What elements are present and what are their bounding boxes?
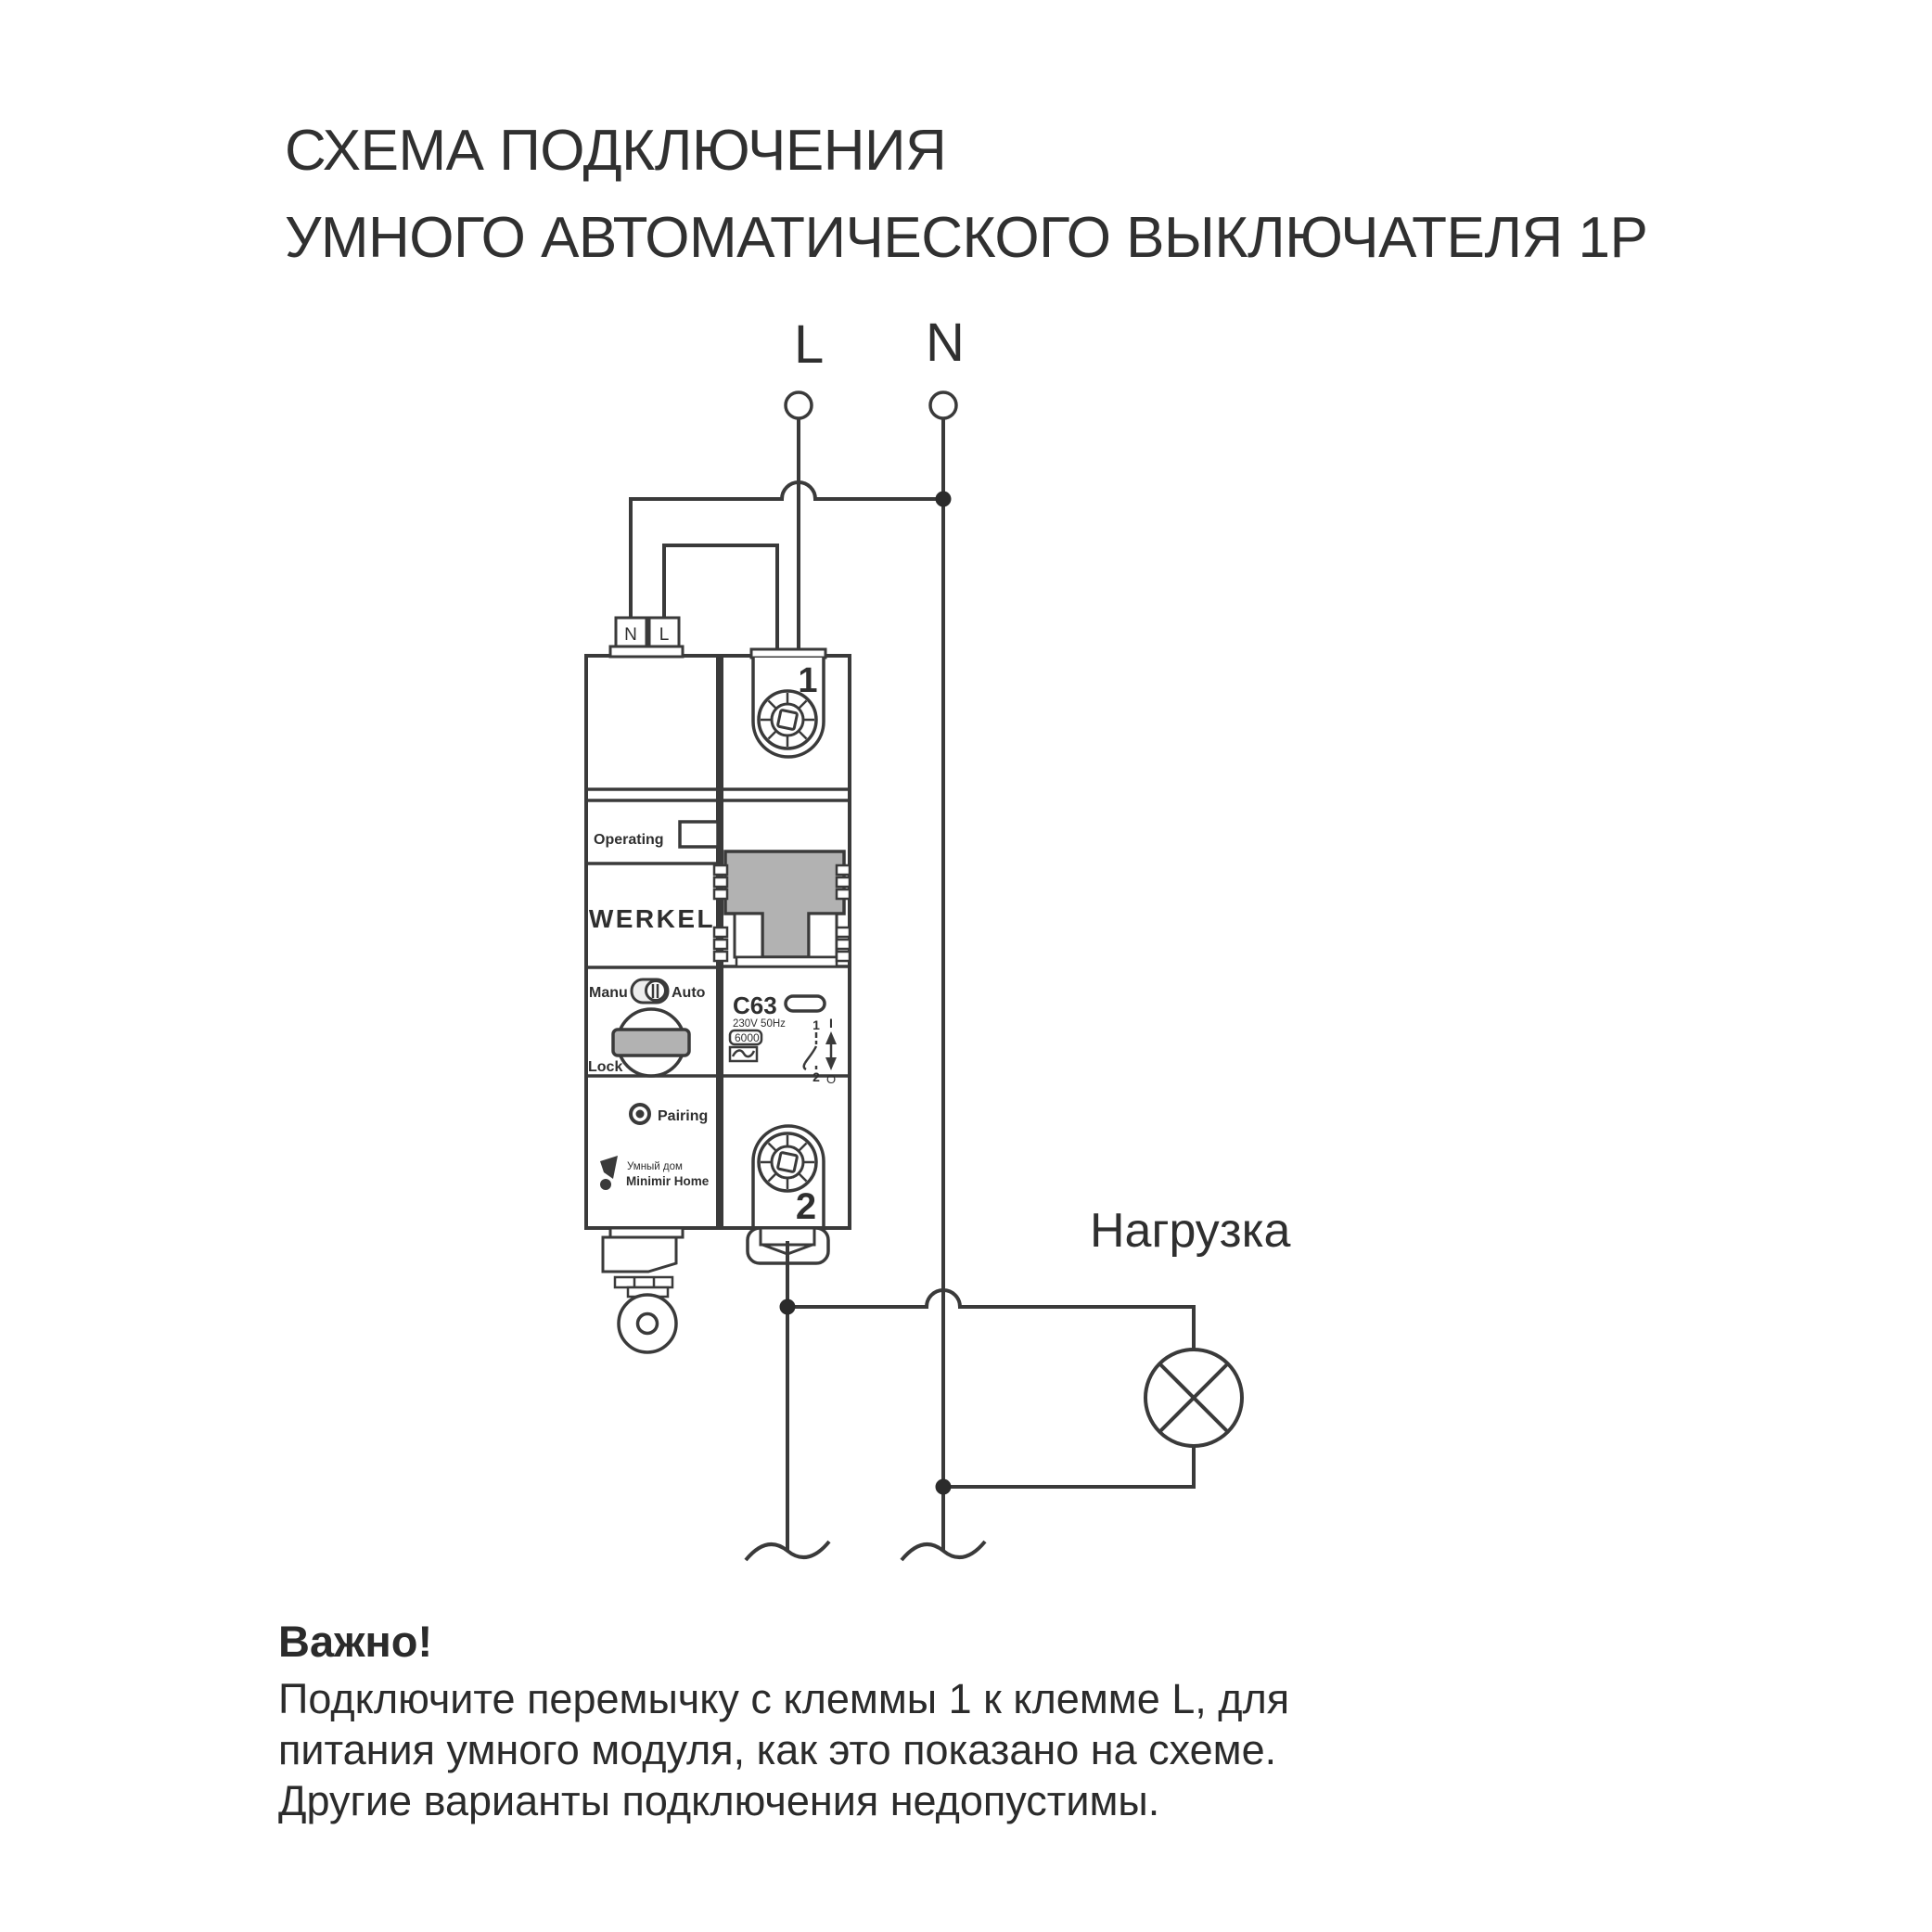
manu-auto-toggle[interactable] <box>632 979 668 1003</box>
antenna-box <box>603 1237 676 1272</box>
handle-side-left <box>735 914 762 957</box>
wire-break-symbols <box>746 1542 985 1560</box>
antenna-assembly <box>603 1228 683 1352</box>
wire-load-return <box>943 1446 1194 1487</box>
terminal-plate <box>610 646 683 657</box>
auto-label: Auto <box>672 985 706 1001</box>
lock-knob-bar[interactable] <box>613 1030 689 1056</box>
operating-led-window <box>680 822 718 847</box>
junction-n-top <box>936 492 952 507</box>
page-title-line1: СХЕМА ПОДКЛЮЧЕНИЯ <box>285 119 947 183</box>
smart-home-label: Умный дом <box>627 1161 683 1172</box>
off-symbol: O <box>825 1072 837 1086</box>
pairing-label: Pairing <box>658 1108 709 1124</box>
load-label: Нагрузка <box>1090 1204 1291 1258</box>
page-title-line2: УМНОГО АВТОМАТИЧЕСКОГО ВЫКЛЮЧАТЕЛЯ 1P <box>285 206 1648 270</box>
manu-label: Manu <box>589 985 628 1001</box>
wire-n-module-jumper <box>631 482 943 618</box>
breaking-capacity-label: 6000 <box>735 1031 760 1044</box>
contact-top-label: 1 <box>812 1017 820 1032</box>
wire-l-module-jumper <box>664 545 777 651</box>
terminal-2-screw-icon <box>759 1133 816 1191</box>
l-supply-label: L <box>794 314 825 375</box>
important-note <box>278 1618 1456 1826</box>
note-line1: Подключите перемычку с клеммы 1 к клемме L, для <box>278 1675 1290 1722</box>
handle-base-strip <box>736 957 837 966</box>
supply-terminals <box>786 313 965 418</box>
junction-n-bottom <box>936 1479 952 1495</box>
terminal-1-label: 1 <box>798 661 818 700</box>
wire-load-phase-horizontal <box>787 1290 1194 1350</box>
rating-pill <box>786 996 825 1011</box>
junction-load-phase <box>780 1299 796 1315</box>
pairing-button-dot <box>636 1110 645 1119</box>
breaker-device <box>586 618 850 1352</box>
contact-bottom-label: 2 <box>812 1069 820 1084</box>
n-supply-label: N <box>926 313 965 373</box>
l-terminal-circle <box>786 392 812 418</box>
on-symbol: I <box>829 1016 833 1030</box>
pairing-button[interactable] <box>631 1105 649 1123</box>
note-line3: Другие варианты подключения недопустимы. <box>278 1777 1160 1824</box>
voltage-label: 230V 50Hz <box>733 1018 786 1030</box>
minimir-home-label: Minimir Home <box>626 1174 710 1188</box>
handle-side-right <box>809 914 837 957</box>
smart-module-body <box>586 656 718 1228</box>
lock-label: Lock <box>588 1059 623 1075</box>
antenna-connector-row <box>615 1277 672 1287</box>
toggle-knob[interactable] <box>646 981 666 1001</box>
antenna-connector-inner <box>638 1314 658 1334</box>
module-input-terminals <box>610 618 683 657</box>
n-terminal-circle <box>930 392 956 418</box>
rating-label: C63 <box>733 992 777 1019</box>
note-line2: питания умного модуля, как это показано на схеме. <box>278 1726 1277 1773</box>
terminal-1-plate <box>751 649 825 658</box>
breaker-handle[interactable] <box>714 851 850 966</box>
operating-label: Operating <box>594 832 664 848</box>
note-body <box>278 1673 1456 1826</box>
terminal-l-box-label: L <box>659 625 670 645</box>
terminal-2-label: 2 <box>795 1186 817 1227</box>
terminal-1 <box>751 649 825 757</box>
note-heading: Важно! <box>278 1617 433 1666</box>
brand-logo: WERKEL <box>588 904 716 933</box>
terminal-n-box-label: N <box>624 625 637 645</box>
lamp-icon <box>1145 1350 1242 1446</box>
